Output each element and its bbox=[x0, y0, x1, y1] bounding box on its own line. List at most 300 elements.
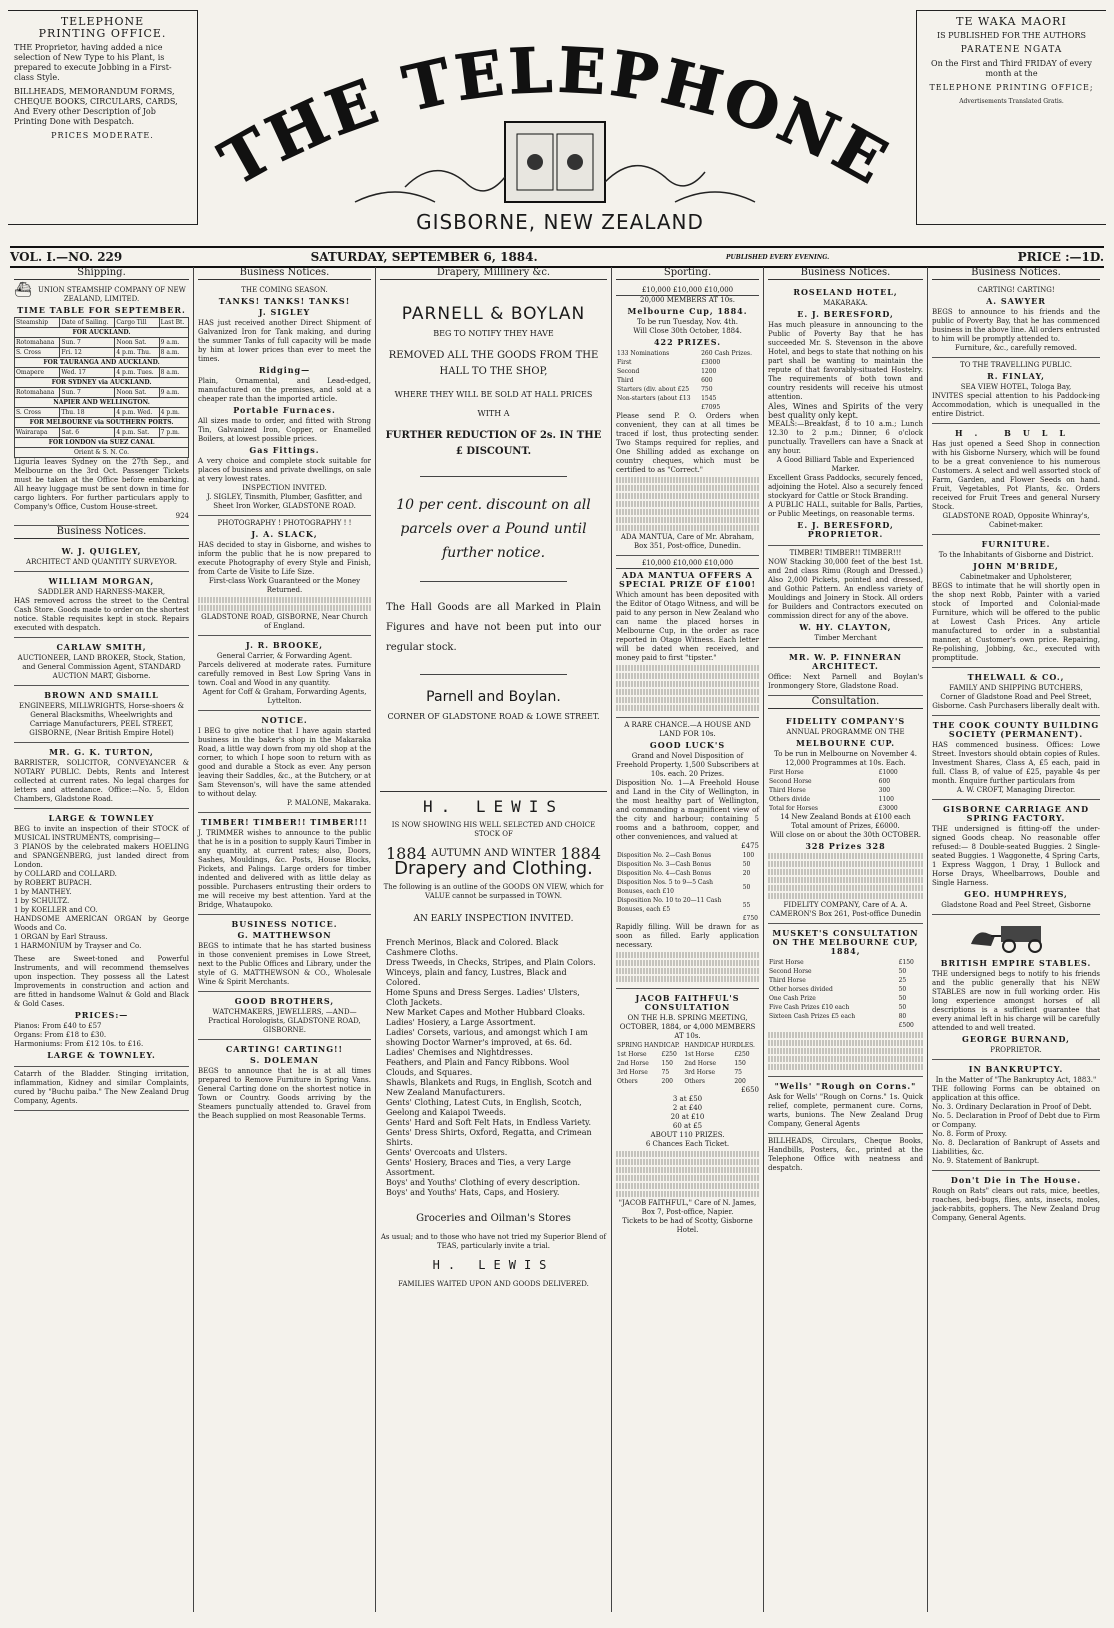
table-row bbox=[616, 1068, 759, 1077]
advert-body: HAS commenced business. Offices: Lowe Street. Investors should obtain copies of Rules. Investment Shares, Class A, £5 each, paid in full. Class B, of value of £25, payable 4s per month. Enquire further particulars from bbox=[932, 741, 1100, 785]
list-item: 3 at £50 bbox=[672, 1095, 703, 1103]
table-cell: Rotomahana bbox=[15, 338, 60, 348]
advert-line: ANNUAL PROGRAMME ON THE bbox=[786, 728, 905, 736]
advert-signature: FIDELITY COMPANY, Care of A. A. CAMERON'S Box 261, Post-office Dunedin bbox=[769, 901, 922, 918]
advert-body: AUCTIONEER, LAND BROKER, Stock, Station, and General Commission Agent, STANDARD AUCTION MART, Gisborne. bbox=[17, 654, 186, 680]
table-cell: 50 bbox=[742, 883, 751, 891]
advert-body: I BEG to give notice that I have again started business in the baker's shop in the Makaraka Road, a little way down from my old shop at the corner, to which I hope soon to return with as good and durable a Stock as ever. Any person leaving their Saddles, &c., at the Butchery, or at Sam Stevenson's, will have the same attended to without delay. bbox=[198, 727, 371, 798]
advert-line: WITH A bbox=[477, 409, 510, 418]
list-item: Winceys, plain and fancy, Lustres, Black and Colored. bbox=[386, 968, 567, 987]
table-row bbox=[768, 985, 923, 994]
advert-line: Agent for Coff & Graham, Forwarding Agents, Lyttelton. bbox=[202, 688, 367, 705]
advert-line: In the Matter of "The Bankruptcy Act, 1883." bbox=[935, 1076, 1097, 1084]
table-row bbox=[15, 408, 189, 418]
advert-name: J. A. SLACK, bbox=[251, 529, 318, 539]
advert-name: G. MATTHEWSON bbox=[237, 930, 332, 940]
advert-line: 14 New Zealand Bonds at £100 each bbox=[780, 813, 911, 821]
advert-body: Grand and Novel Disposition of Freehold Property. 1,500 Subscribers at 10s. each. 20 Prizes. bbox=[616, 752, 759, 778]
turton-advert bbox=[14, 743, 189, 809]
advert-trade: Cabinetmaker and Upholsterer, bbox=[959, 573, 1073, 581]
matthewson-advert bbox=[198, 915, 371, 992]
advert-body: HAS decided to stay in Gisborne, and wishes to inform the public that he is now prepared to execute Photography of every Style and Finish, from Carte de Visite to Life Size. bbox=[198, 541, 371, 576]
large-townley-advert bbox=[14, 809, 189, 1067]
advert-body: Has much pleasure in announcing to the Public of Poverty Bay that he has succeeded Mr. S. Stevenson in the above Hotel, and begs to state that nothing on his part shall be wanting to maintain the repute of that favorably-situated Hostelry. The requirements of both town and country residents will receive his utmost attention. bbox=[768, 321, 923, 401]
telephone-device-icon bbox=[505, 122, 605, 202]
catarrh-advert bbox=[14, 1067, 189, 1111]
advert-heading: 328 Prizes 328 bbox=[805, 841, 886, 851]
ear-list: BILLHEADS, MEMORANDUM FORMS, CHEQUE BOOKS, CIRCULARS, CARDS, And Every other Description of Job Printing Done with Despatch. bbox=[14, 87, 178, 126]
list-item: Gents' Overcoats and Ulsters. bbox=[386, 1148, 508, 1157]
rough-on-rats-advert bbox=[932, 1171, 1100, 1227]
advert-heading: MELBOURNE CUP. bbox=[795, 738, 896, 748]
list-item: French Merinos, Black and Colored. Black Cashmere Cloths. bbox=[386, 938, 559, 957]
table-cell: Sun. 7 bbox=[60, 338, 115, 348]
advert-line: WHERE THEY WILL BE SOLD AT HALL PRICES bbox=[394, 390, 593, 399]
table-cell: Rotomahana bbox=[15, 388, 60, 398]
table-cell: Sixteen Cash Prizes £5 each bbox=[769, 1013, 856, 1020]
table-cell: 300 bbox=[878, 787, 891, 794]
good-brothers-advert bbox=[198, 992, 371, 1040]
table-cell: S. Cross bbox=[15, 408, 60, 418]
advert-heading: PHOTOGRAPHY ! PHOTOGRAPHY ! ! bbox=[217, 519, 352, 527]
table-cell: Thu. 18 bbox=[60, 408, 115, 418]
year-label: 1884 bbox=[386, 844, 427, 863]
advert-name: BRITISH EMPIRE STABLES. bbox=[940, 958, 1092, 968]
table-row bbox=[616, 878, 759, 896]
advert-body: BARRISTER, SOLICITOR, CONVEYANCER & NOTARY PUBLIC. Debts, Rents and Interest collected at current rates. No legal charges for letters and attendance. Office:—No. 5, Eldon Chambers, Gladstone Road. bbox=[14, 759, 189, 803]
advert-signature: E. J. BERESFORD, PROPRIETOR. bbox=[797, 520, 894, 539]
table-cell: 3rd Horse bbox=[684, 1069, 716, 1076]
advert-body: ENGINEERS, MILLWRIGHTS, Horse-shoers & General Blacksmiths, Wheelwrights and Carriage Manufacturers, PEEL STREET, GISBORNE, (Near British Empire Hotel) bbox=[18, 702, 185, 737]
table-cell: 75 bbox=[734, 1069, 742, 1076]
masthead-title bbox=[205, 12, 905, 217]
advert-heading: TIMBER! TIMBER!! TIMBER!!! bbox=[201, 817, 368, 827]
advert-name: GOOD BROTHERS, bbox=[234, 996, 335, 1006]
advert-body: BEGS to intimate that he will shortly open in the shop next Robb, Painter with a varied stock of Imported and Colonial-made Furniture, which will be offered to the public at Lowest Cash Prices. Any article manufactured to order in a substantial manner, at Customer's own price. Repairing, Re-polishing, Jobbing, &c., executed with promptitude. bbox=[932, 582, 1100, 662]
advert-signature: ADA MANTUA, Care of Mr. Abraham, Box 351, Post-office, Dunedin. bbox=[620, 533, 755, 550]
table-header-cell: Date of Sailing. bbox=[60, 318, 115, 328]
fidelity-advert bbox=[768, 712, 923, 924]
advert-heading: NOTICE. bbox=[261, 715, 308, 725]
trimmer-advert bbox=[198, 813, 371, 915]
advert-body: Corner of Gladstone Road and Peel Street, Gisborne. Cash Purchasers liberally dealt with. bbox=[932, 693, 1100, 710]
advert-body: Rough on Rats" clears out rats, mice, beetles, roaches, bed-bugs, flies, ants, insects, moles, jack-rabbits, gophers. The New Zealand Drug Company, General Agents. bbox=[932, 1187, 1100, 1222]
table-cell: 100 bbox=[742, 852, 755, 859]
list-item: 1 HARMONIUM by Trayser and Co. bbox=[14, 942, 142, 950]
season-line bbox=[386, 844, 601, 863]
list-item: No. 8. Form of Proxy. bbox=[932, 1130, 1007, 1138]
advert-name: MR. G. K. TURTON, bbox=[49, 747, 154, 757]
table-row bbox=[768, 958, 923, 967]
table-cell: Non-starters (about £13 bbox=[617, 395, 691, 402]
table-total: £750 bbox=[742, 915, 758, 922]
table-cell: First Horse bbox=[769, 769, 804, 776]
time-table bbox=[14, 317, 189, 458]
advert-heading: Groceries and Oilman's Stores bbox=[416, 1213, 571, 1224]
bull-advert bbox=[932, 424, 1100, 535]
table-cell: 750 bbox=[701, 386, 713, 393]
table-header-cell: HANDICAP HURDLES. bbox=[684, 1042, 755, 1049]
ear-line: PARATENE NGATA bbox=[960, 45, 1063, 55]
table-cell: Wairarapa bbox=[15, 428, 60, 438]
advert-heading: CARTING! CARTING!! bbox=[225, 1044, 344, 1054]
route-heading: FOR LONDON via SUEZ CANAL bbox=[15, 438, 189, 448]
list-item: Boys' and Youths' Hats, Caps, and Hosiery. bbox=[386, 1188, 560, 1197]
publication-frequency: PUBLISHED EVERY EVENING. bbox=[726, 253, 830, 261]
table-cell: 4 p.m. Thu. bbox=[115, 348, 159, 358]
advert-name: PARNELL & BOYLAN bbox=[401, 304, 586, 324]
finlay-advert bbox=[932, 358, 1100, 424]
table-row bbox=[616, 1077, 759, 1086]
malone-notice bbox=[198, 711, 371, 813]
advert-signature: Parnell and Boylan. bbox=[426, 689, 561, 705]
advert-line: AN EARLY INSPECTION INVITED. bbox=[413, 914, 574, 924]
columns bbox=[10, 267, 1104, 1612]
table-cell: 1st Horse bbox=[684, 1051, 714, 1058]
musket-advert bbox=[768, 924, 923, 1077]
table-cell: £250 bbox=[734, 1051, 750, 1058]
advert-trade: Timber Merchant bbox=[814, 634, 877, 642]
table-cell: 7 p.m. bbox=[159, 428, 188, 438]
table-total: £7095 bbox=[701, 404, 721, 411]
table-row bbox=[15, 388, 189, 398]
table-cell: 200 bbox=[661, 1078, 673, 1085]
advert-line: Will close on or about the 30th OCTOBER. bbox=[770, 831, 921, 839]
table-row bbox=[616, 1050, 759, 1059]
advert-body: THE undersigned begs to notify to his friends and the public generally that his NEW STABLES are now in full working order. His long experience amongst horses of all descriptions is a sufficient guarantee that every animal left in his charge will be carefully attended to and well treated. bbox=[932, 970, 1100, 1032]
advert-line: To be run in Melbourne on November 4. bbox=[774, 750, 917, 758]
list-item: Home Spuns and Dress Serges. Ladies' Ulsters, Cloth Jackets. bbox=[386, 988, 580, 1007]
list-item: No. 3. Ordinary Declaration in Proof of Debt. bbox=[932, 1103, 1092, 1111]
list-item: No. 9. Statement of Bankrupt. bbox=[932, 1157, 1040, 1165]
table-cell: Starters (div. about £25 bbox=[617, 386, 690, 393]
route-heading: FOR AUCKLAND. bbox=[15, 328, 189, 338]
advert-address: J. SIGLEY, Tinsmith, Plumber, Gasfitter, and Sheet Iron Worker, GLADSTONE ROAD. bbox=[206, 493, 363, 510]
table-header-cell: SPRING HANDICAP. bbox=[617, 1042, 680, 1049]
advert-body: Parcels delivered at moderate rates. Furniture carefully removed in Best Low Spring Vans in town. Coal and Wood in any quantity. bbox=[198, 661, 371, 687]
advert-heading: "Wells' "Rough on Corns." bbox=[774, 1081, 917, 1091]
list-item: by COLLARD and COLLARD. bbox=[14, 870, 117, 878]
advert-name: LARGE & TOWNLEY bbox=[48, 813, 155, 823]
column-heading: Business Notices. bbox=[768, 267, 923, 280]
table-header-cell: 133 Nominations bbox=[617, 350, 670, 357]
advert-heading: TIMBER! TIMBER!! TIMBER!!! bbox=[789, 549, 902, 557]
advert-heading: TO THE TRAVELLING PUBLIC. bbox=[960, 361, 1072, 369]
list-item: 1 by SCHULTZ. bbox=[14, 897, 70, 905]
advert-line: A RARE CHANCE.—A HOUSE AND LAND FOR 10s. bbox=[624, 721, 751, 738]
cook-county-advert bbox=[932, 716, 1100, 800]
issue-date: SATURDAY, SEPTEMBER 6, 1884. bbox=[310, 250, 538, 264]
prize-banner: £10,000 £10,000 £10,000 bbox=[616, 286, 759, 296]
advert-line: Will Close 30th October, 1884. bbox=[633, 327, 742, 335]
list-item: Ladies' Chemises and Nightdresses. bbox=[386, 1048, 533, 1057]
slack-advert bbox=[198, 516, 371, 636]
masthead-subtitle: GISBORNE, NEW ZEALAND bbox=[416, 210, 704, 234]
table-cell: 50 bbox=[898, 1004, 907, 1011]
advert-name: A. SAWYER bbox=[986, 296, 1046, 306]
table-row bbox=[616, 394, 759, 403]
ear-body: THE Proprietor, having added a nice selection of New Type to his Plant, is prepared to execute Jobbing in a First-class Style. bbox=[14, 43, 172, 82]
table-cell: First Horse bbox=[769, 959, 804, 966]
table-row bbox=[616, 385, 759, 394]
advert-body: Plain, Ornamental, and Lead-edged, manufactured on the premises, and sold at a cheaper rate than the imported article. bbox=[198, 377, 371, 403]
list-item: No. 5. Declaration in Proof of Debt due to Firm or Company. bbox=[932, 1112, 1100, 1129]
advert-body: BEG to invite an inspection of their STOCK of MUSICAL INSTRUMENTS, comprising— bbox=[14, 825, 189, 842]
advert-body: J. TRIMMER wishes to announce to the public that he is in a position to supply Kauri Timber in any quantity, at current rates; also, Doors, Sashes, Mouldings, &c. Posts, House Blocks, Pickets, and Palings. Large orders for timber indented and delivered with as little delay as possible. Purchasers entrusting their orders to me will receive my best attention. Yard at the Bridge, Whataupoko. bbox=[198, 829, 371, 909]
list-item: Feathers, and Plain and Fancy Ribbons. Wool Clouds, and Squares. bbox=[386, 1058, 570, 1077]
advert-name: JACOB FAITHFUL'S CONSULTATION bbox=[635, 993, 740, 1012]
advert-line: ON THE H.B. SPRING MEETING, OCTOBER, 1884, or 4,000 MEMBERS AT 10s. bbox=[619, 1014, 756, 1040]
list-item: Organs: From £18 to £30. bbox=[14, 1031, 107, 1039]
advert-body: The Hall Goods are all Marked in Plain Figures and have not been put into our regular stock. bbox=[386, 602, 601, 653]
table-row bbox=[616, 367, 759, 376]
bankruptcy-advert bbox=[932, 1060, 1100, 1171]
advert-body: Catarrh of the Bladder. Stinging irritation, inflammation, Kidney and similar Complaints, cured by "Buchu paiba." The New Zealand Drug Company, Agents. bbox=[14, 1070, 189, 1105]
advert-name: S. DOLEMAN bbox=[249, 1055, 320, 1065]
table-header-row bbox=[15, 318, 189, 328]
table-cell: Omapere bbox=[15, 368, 60, 378]
list-item: Boys' and Youths' Clothing of every description. bbox=[386, 1178, 581, 1187]
table-cell: Other horses divided bbox=[769, 986, 833, 993]
prices-heading: PRICES:— bbox=[74, 1010, 129, 1020]
advert-heading: ADA MANTUA OFFERS A SPECIAL PRIZE OF £100! bbox=[619, 570, 756, 589]
disposition-table bbox=[616, 851, 759, 923]
ear-line: On the First and Third FRIDAY of every month at the bbox=[931, 59, 1092, 78]
advert-line: MAKARAKA. bbox=[823, 299, 868, 307]
column-heading: Sporting. bbox=[616, 267, 759, 280]
advert-body: HAS just received another Direct Shipment of Galvanized Iron for Tank making, and during the summer Tanks of full capacity will be made by him at lower prices than ever to meet the times. bbox=[198, 319, 371, 363]
table-cell: Others bbox=[684, 1078, 706, 1085]
advert-signature: GEO. HUMPHREYS, bbox=[964, 889, 1068, 899]
table-header-cell: Steamship bbox=[15, 318, 60, 328]
table-cell: Second Horse bbox=[769, 778, 812, 785]
advert-name: GOOD LUCK'S bbox=[649, 740, 726, 750]
ear-heading: TE WAKA MAORI bbox=[956, 15, 1067, 28]
advert-heading: BUSINESS NOTICE. bbox=[231, 919, 338, 929]
advert-body: Excellent Grass Paddocks, securely fenced, adjoining the Hotel. Also a securely fenced stockyard for Cattle or Stock Branding. bbox=[768, 474, 923, 500]
table-row bbox=[616, 358, 759, 367]
table-row bbox=[616, 860, 759, 869]
table-cell: Others bbox=[617, 1078, 638, 1085]
sigley-advert bbox=[198, 283, 371, 516]
table-header-cell: Cargo Till bbox=[115, 318, 159, 328]
advert-name: R. FINLAY, bbox=[987, 371, 1045, 381]
advert-body: BILLHEADS, Circulars, Cheque Books, Handbills, Posters, &c., printed at the Telephone Office with neatness and despatch. bbox=[768, 1137, 923, 1172]
list-item: 3 PIANOS by the celebrated makers HOELING and SPANGENBERG, just landed direct from London. bbox=[14, 843, 189, 869]
advert-subheading: Ridging— bbox=[258, 365, 311, 375]
horse-carriage-illustration bbox=[932, 918, 1100, 957]
route-heading: FOR TAURANGA AND AUCKLAND. bbox=[15, 358, 189, 368]
ada-mantua-sweep bbox=[616, 283, 759, 556]
column-heading: Consultation. bbox=[768, 696, 923, 709]
advert-line: FAMILIES WAITED UPON AND GOODS DELIVERED. bbox=[398, 1280, 589, 1288]
table-cell: 80 bbox=[898, 1013, 907, 1020]
table-row bbox=[768, 976, 923, 985]
advert-name: H. BULL bbox=[954, 428, 1078, 438]
table-row bbox=[768, 804, 923, 813]
doleman-advert bbox=[198, 1040, 371, 1125]
table-cell: One Cash Prize bbox=[769, 995, 816, 1002]
advert-address: CORNER OF GLADSTONE ROAD & LOWE STREET. bbox=[387, 712, 600, 721]
table-cell: 8 a.m. bbox=[159, 368, 188, 378]
time-table-heading: TIME TABLE FOR SEPTEMBER. bbox=[17, 305, 186, 315]
column-drapery bbox=[376, 267, 612, 1612]
table-cell: 50 bbox=[898, 968, 907, 975]
advert-discount: 10 per cent. discount on all parcels over a Pound until further notice. bbox=[396, 497, 591, 561]
table-cell: Third Horse bbox=[769, 787, 806, 794]
advert-name: J. SIGLEY bbox=[258, 307, 311, 317]
table-cell: Third bbox=[617, 377, 634, 384]
billheads-advert bbox=[768, 1134, 923, 1177]
table-cell: £3000 bbox=[878, 805, 898, 812]
dateline-bar bbox=[10, 246, 1104, 268]
list-item: Harmoniums: From £12 10s. to £16. bbox=[14, 1040, 144, 1048]
ear-foot: PRICES MODERATE. bbox=[51, 131, 154, 140]
advert-body: MEALS:—Breakfast, 8 to 10 a.m.; Lunch 12.30 to 2 p.m.; Dinner, 6 o'clock punctually. Travellers can have a Snack at any hour. bbox=[768, 420, 923, 455]
advert-name: FIDELITY COMPANY'S bbox=[785, 716, 906, 726]
column-heading: Shipping. bbox=[14, 267, 189, 280]
british-empire-stables-advert bbox=[932, 915, 1100, 1060]
advert-name: J. R. BROOKE, bbox=[245, 640, 324, 650]
table-cell: 8 a.m. bbox=[159, 348, 188, 358]
table-cell: 600 bbox=[878, 778, 891, 785]
good-luck-advert bbox=[616, 718, 759, 989]
handicap-table bbox=[616, 1041, 759, 1086]
advert-line: A Good Billiard Table and Experienced Marker. bbox=[776, 456, 915, 473]
ear-line: IS PUBLISHED FOR THE AUTHORS bbox=[936, 31, 1087, 40]
roseland-hotel-advert bbox=[768, 283, 923, 546]
table-cell: 1100 bbox=[878, 796, 894, 803]
advert-body: BEGS to announce that he is at all times prepared to Remove Furniture in Spring Vans. General Carting done on the shortest notice in Town or Country. Goods arriving by the Steamers punctually attended to. Gravel from the Beach supplied on most Reasonable Terms. bbox=[198, 1067, 371, 1120]
table-cell: 4 p.m. Wed. bbox=[115, 408, 159, 418]
advert-line: PROPRIETOR. bbox=[990, 1046, 1042, 1054]
advert-line: THE COMING SEASON. bbox=[241, 286, 328, 294]
advert-body: All sizes made to order, and fitted with Strong Tin, Galvanized Iron, Copper, or Enamelled Boilers, at lowest possible prices. bbox=[198, 417, 371, 443]
morgan-advert bbox=[14, 572, 189, 638]
advert-line: 12,000 Programmes at 10s. Each. bbox=[785, 759, 906, 767]
table-row bbox=[15, 368, 189, 378]
thelwall-advert bbox=[932, 668, 1100, 716]
carriage-factory-advert bbox=[932, 800, 1100, 915]
advert-body: NOW Stacking 30,000 feet of the best 1st. and 2nd class Rimu (Rough and Dressed.) Also 2,000 Pickets, pointed and dressed, and Gothic Pattern. An endless variety of Mouldings and Joinery in Stock. All orders for Builders and Contractors executed on commission direct for any of the above. bbox=[768, 558, 923, 620]
advert-name: BROWN AND SMAILL bbox=[44, 690, 159, 700]
list-item: New Market Capes and Mother Hubbard Cloaks. bbox=[386, 1008, 586, 1017]
table-cell: £150 bbox=[898, 959, 914, 966]
list-item: HANDSOME AMERICAN ORGAN by George Woods and Co. bbox=[14, 915, 189, 932]
table-row bbox=[15, 338, 189, 348]
table-cell: Others divide bbox=[769, 796, 811, 803]
jacob-faithful-advert bbox=[616, 989, 759, 1239]
masthead-title-path: THE TELEPHONE bbox=[208, 33, 902, 200]
ear-line: Advertisements Translated Gratis. bbox=[959, 98, 1064, 105]
table-cell: 20 bbox=[742, 870, 751, 877]
table-cell: Sat. 6 bbox=[60, 428, 115, 438]
column-heading: Business Notices. bbox=[198, 267, 371, 280]
table-cell: 55 bbox=[742, 901, 751, 909]
advert-body: THE following Forms can be obtained on application at this office. bbox=[932, 1085, 1100, 1102]
advert-address: GLADSTONE ROAD, GISBORNE, Near Church of England. bbox=[201, 613, 368, 630]
table-cell: 25 bbox=[898, 977, 907, 984]
advert-line: Tickets to be had of Scotty, Gisborne Hotel. bbox=[622, 1217, 753, 1234]
lewis-advert bbox=[380, 797, 607, 1289]
advert-heading: Don't Die in The House. bbox=[950, 1175, 1082, 1185]
volume-number: VOL. I.—NO. 229 bbox=[10, 250, 123, 264]
table-cell: 3rd Horse bbox=[617, 1069, 648, 1076]
table-cell: Wed. 17 bbox=[60, 368, 115, 378]
masthead bbox=[0, 0, 1114, 245]
ear-heading: TELEPHONE bbox=[60, 15, 145, 28]
table-cell: Sun. 7 bbox=[60, 388, 115, 398]
table-cell: 75 bbox=[661, 1069, 670, 1076]
table-cell: Second bbox=[617, 368, 640, 375]
mbride-advert bbox=[932, 535, 1100, 668]
advert-heading: IN BANKRUPTCY. bbox=[968, 1064, 1064, 1074]
advert-name: MR. W. P. FINNERAN ARCHITECT. bbox=[789, 652, 902, 671]
advert-body: Ales, Wines and Spirits of the very best quality only kept. bbox=[768, 402, 923, 420]
advert-line: First-class Work Guaranteed or the Money Returned. bbox=[208, 577, 361, 594]
ship-icon: ⛴ bbox=[14, 282, 32, 298]
advert-name: E. J. BERESFORD, bbox=[797, 309, 894, 319]
column-heading: Drapery, Millinery &c. bbox=[380, 267, 607, 280]
parnell-boylan-advert bbox=[380, 304, 607, 721]
advert-trade: General Carrier, & Forwarding Agent. bbox=[216, 652, 353, 660]
list-item: Gents' Clothing, Latest Cuts, in English, Scotch, Geelong and Kaiapoi Tweeds. bbox=[386, 1098, 582, 1117]
advert-address: Gladstone Road and Peel Street, Gisborne bbox=[941, 901, 1091, 909]
advert-body: A PUBLIC HALL, suitable for Balls, Parties, or Public Meetings, on reasonable terms. bbox=[768, 501, 923, 518]
table-row bbox=[768, 795, 923, 804]
advert-line: Furniture, &c., carefully removed. bbox=[954, 344, 1078, 352]
table-cell: Disposition No. 4—Cash Bonus bbox=[617, 870, 712, 877]
table-row bbox=[616, 896, 759, 914]
table-cell: Disposition No. 10 to 20—11 Cash Bonuses, each £5 bbox=[617, 897, 722, 913]
advert-body: BEGS to intimate that he has started business in those convenient premises in Lowe Street, next to the Public Offices and Library, under the style of G. MATTHEWSON & CO., Wholesale Wine & Spirit Merchants. bbox=[198, 942, 371, 986]
table-cell: 1545 bbox=[701, 395, 717, 402]
table-row bbox=[768, 786, 923, 795]
advert-signature: LARGE & TOWNLEY. bbox=[47, 1050, 156, 1060]
table-cell: 1st Horse bbox=[617, 1051, 647, 1058]
advert-line: ABOUT 110 PRIZES. bbox=[650, 1131, 725, 1139]
advert-heading: CARTING! CARTING! bbox=[977, 286, 1055, 294]
list-item: Gents' Hard and Soft Felt Hats, in Endless Variety. bbox=[386, 1118, 592, 1127]
advert-body: Please send P. O. Orders when convenient, they can at all times be traced if lost, thus protecting sender. Two Stamps required for replies, and One Shilling added as exchange on country cheques, which must be certified to as "Correct." bbox=[616, 412, 759, 474]
advert-trade: SADDLER AND HARNESS-MAKER, bbox=[37, 588, 166, 596]
advert-name: THE COOK COUNTY BUILDING SOCIETY (PERMANENT). bbox=[932, 720, 1100, 739]
advert-line: Total amount of Prizes, £6000. bbox=[791, 822, 900, 830]
table-cell: S. Cross bbox=[15, 348, 60, 358]
musket-prize-table bbox=[768, 958, 923, 1030]
advert-body: INVITES special attention to his Paddock-ing Accommodation, which is unequalled in the entire District. bbox=[932, 392, 1100, 418]
list-item: Ladies' Corsets, various, and amongst which I am showing Doctor Warner's improved, at 6s. 6d. bbox=[386, 1028, 588, 1047]
table-total: £650 bbox=[741, 1086, 759, 1094]
table-cell: Total for Horses bbox=[769, 805, 818, 812]
advert-name: MUSKET'S CONSULTATION ON THE MELBOURNE CUP, 1884, bbox=[772, 928, 919, 956]
advert-number: 924 bbox=[175, 512, 189, 520]
list-item: Gents' Hosiery, Braces and Ties, a very Large Assortment. bbox=[386, 1158, 571, 1177]
advert-line: To the Inhabitants of Gisborne and District. bbox=[938, 551, 1094, 559]
route-heading: NAPIER AND WELLINGTON. bbox=[15, 398, 189, 408]
table-row bbox=[15, 348, 189, 358]
advert-line: The following is an outline of the GOODS ON VIEW, which for VALUE cannot be surpassed in TOWN. bbox=[383, 883, 604, 900]
table-cell: 50 bbox=[898, 995, 907, 1002]
table-header-cell: Last Bt. bbox=[159, 318, 188, 328]
advert-address: GLADSTONE ROAD, Opposite Whinray's, Cabinet-maker. bbox=[942, 512, 1090, 529]
left-ear-advert bbox=[8, 10, 198, 225]
season-label: AUTUMN AND WINTER bbox=[431, 848, 556, 859]
ear-subheading: PRINTING OFFICE. bbox=[38, 27, 167, 40]
advert-heading: Melbourne Cup, 1884. bbox=[627, 306, 748, 316]
list-item: 60 at £5 bbox=[672, 1122, 703, 1130]
advert-body: Rapidly filling. Will be drawn for as soon as filled. Early application necessary. bbox=[616, 923, 759, 949]
